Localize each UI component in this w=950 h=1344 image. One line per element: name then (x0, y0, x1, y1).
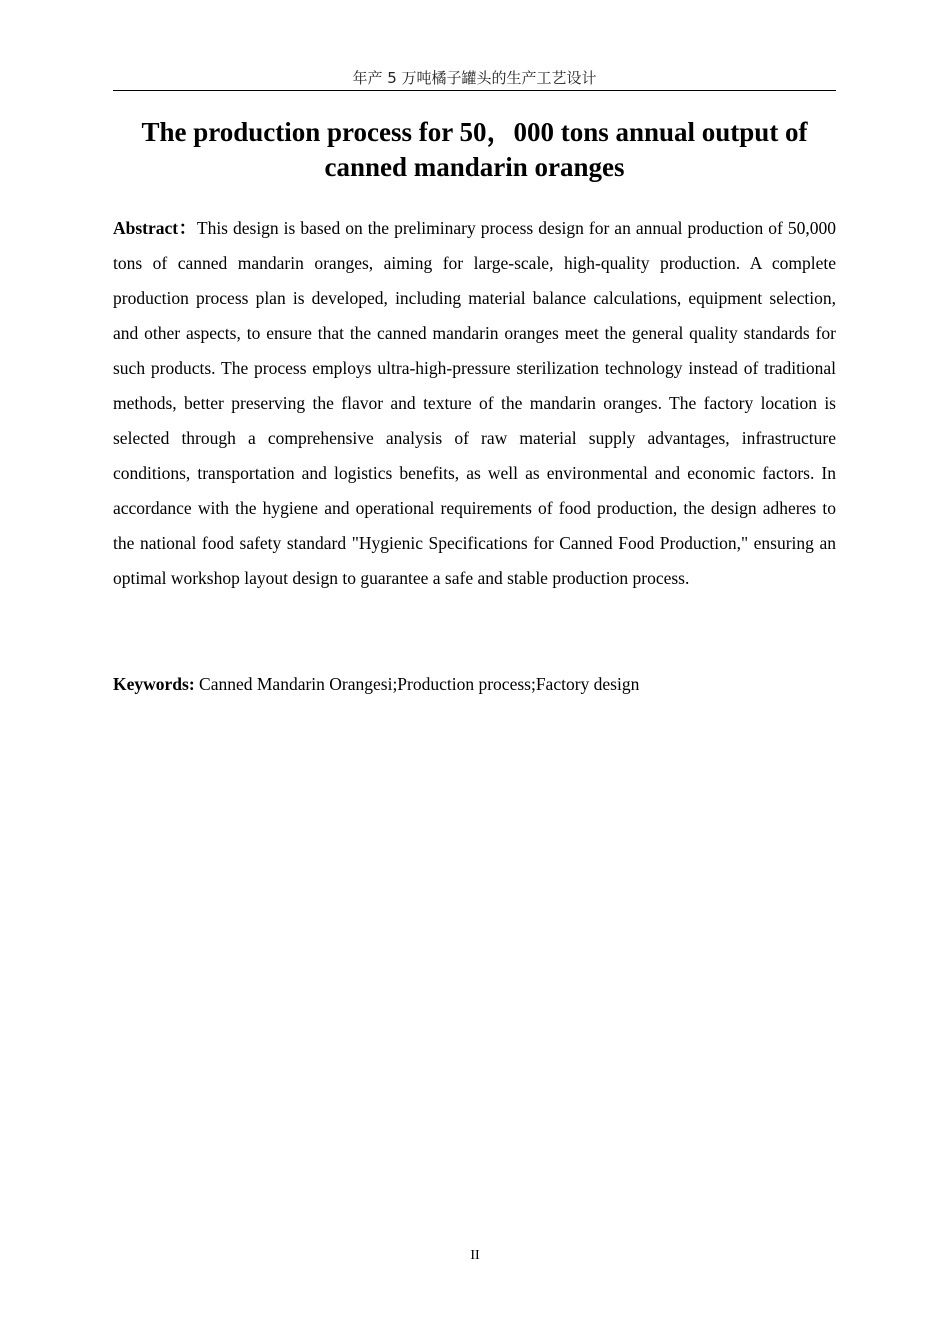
keywords-paragraph (113, 667, 836, 702)
keywords-label: Keywords: (113, 674, 195, 694)
paper-title-line-2: canned mandarin oranges (324, 152, 625, 182)
page-number: II (470, 1248, 480, 1263)
running-header: 年产 5 万吨橘子罐头的生产工艺设计 (113, 66, 836, 91)
paper-title (113, 115, 836, 185)
paper-title-line-1: The production process for 50，000 tons annual output of (141, 117, 808, 147)
keywords-text: Canned Mandarin Orangesi;Production process;Factory design (199, 674, 640, 694)
abstract-paragraph (113, 211, 836, 596)
abstract-label: Abstract： (113, 218, 197, 238)
abstract-text: This design is based on the preliminary process design for an annual production of 50,000 tons of canned mandarin oranges, aiming for large-scale, high-quality production. A complete production process plan is developed, including material balance calculations, equipment selection, and other aspects, to ensure that the canned mandarin oranges meet the general quality standards for such products. The process employs ultra-high-pressure sterilization technology instead of traditional methods, better preserving the flavor and texture of the mandarin oranges. The factory location is selected through a comprehensive analysis of raw material supply advantages, infrastructure conditions, transportation and logistics benefits, as well as environmental and economic factors. In accordance with the hygiene and operational requirements of food production, the design adheres to the national food safety standard "Hygienic Specifications for Canned Food Production," ensuring an optimal workshop layout design to guarantee a safe and stable production process. (113, 218, 836, 588)
